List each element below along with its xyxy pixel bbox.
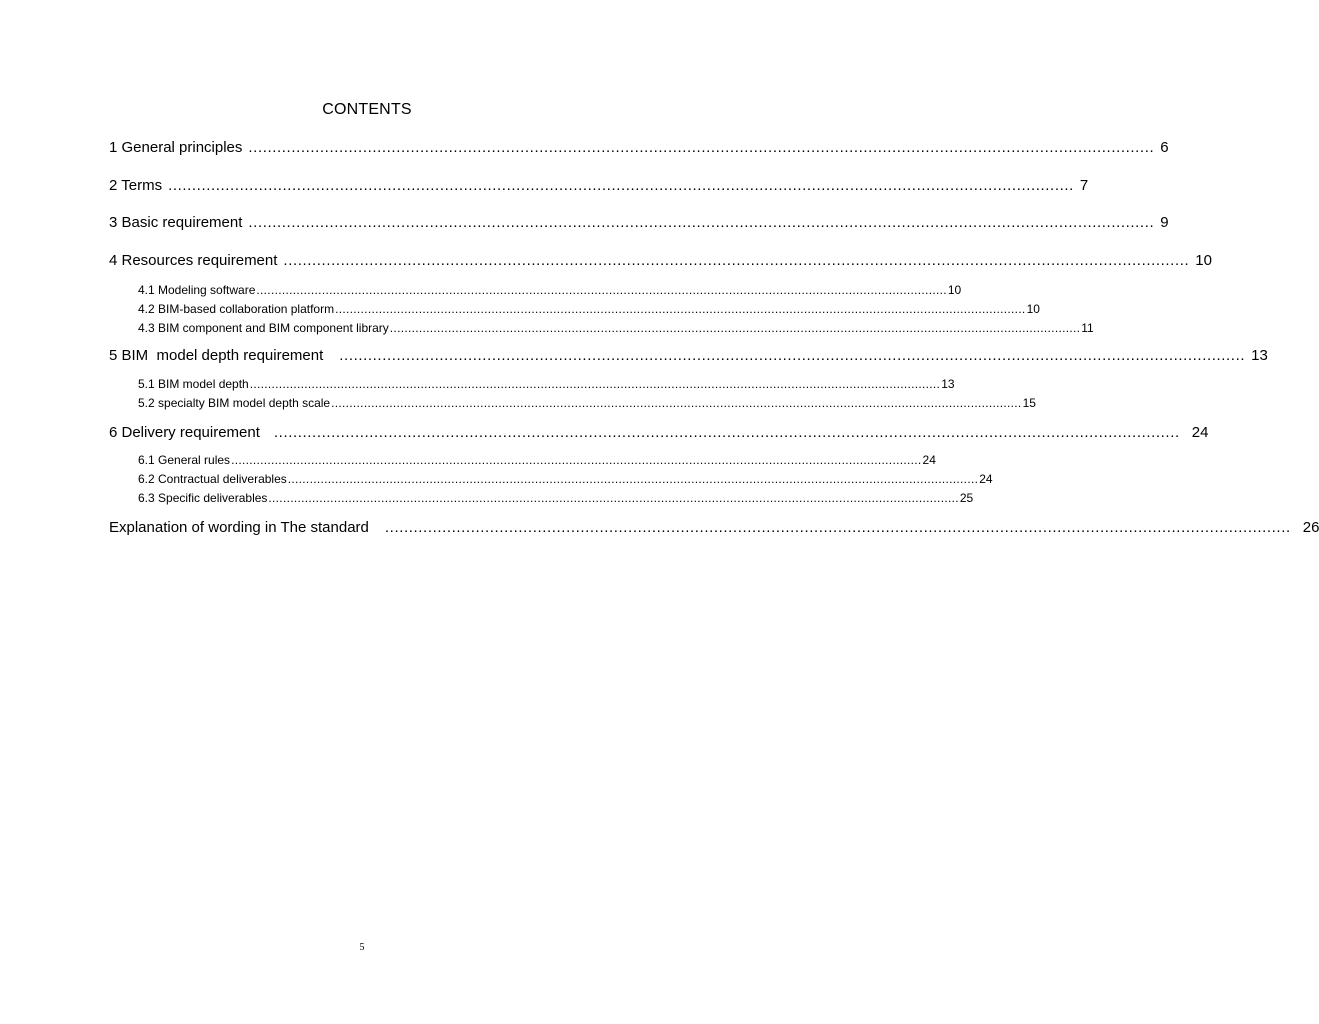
toc-dot-leader: .............................................................................................................................................................................................. (231, 453, 922, 467)
toc-entry-label: 2 Terms (109, 177, 163, 194)
toc-entry-model-depth-requirement[interactable] (109, 347, 1268, 364)
toc-title: CONTENTS (322, 101, 412, 118)
toc-dot-leader: .............................................................................................................................................................................................. (256, 283, 947, 297)
toc-entry-contractual-deliverables[interactable] (138, 472, 993, 486)
toc-entry-label: 6.2 Contractual deliverables (138, 472, 287, 486)
page-number: 5 (359, 942, 365, 953)
toc-dot-leader: .............................................................................................................................................................................................. (339, 347, 1246, 364)
toc-entry-explanation-of-wording[interactable] (109, 519, 1319, 536)
toc-dot-leader: .............................................................................................................................................................................................. (248, 139, 1155, 156)
toc-entry-label: 6 Delivery requirement (109, 424, 260, 441)
toc-entry-page: 24 (1191, 424, 1209, 441)
toc-entry-label: 5.2 specialty BIM model depth scale (138, 396, 331, 410)
toc-entry-page: 15 (1022, 396, 1036, 410)
toc-dot-leader: .............................................................................................................................................................................................. (268, 491, 959, 505)
toc-entry-page: 10 (1026, 302, 1040, 316)
toc-entry-label: 4.2 BIM-based collaboration platform (138, 302, 335, 316)
toc-entry-page: 24 (922, 453, 936, 467)
toc-entry-label: 5.1 BIM model depth (138, 377, 249, 391)
toc-entry-label: 4.3 BIM component and BIM component library (138, 321, 389, 335)
toc-entry-resources-requirement[interactable] (109, 252, 1212, 269)
toc-entry-page: 13 (941, 377, 955, 391)
toc-entry-model-depth-scale[interactable] (138, 396, 1036, 410)
toc-entry-label: 4 Resources requirement (109, 252, 278, 269)
toc-entry-page: 11 (1081, 321, 1094, 335)
toc-entry-page: 9 (1160, 214, 1169, 231)
toc-entry-label: 5 BIM model depth requirement (109, 347, 324, 364)
toc-entry-general-rules[interactable] (138, 453, 936, 467)
toc-entry-bim-model-depth[interactable] (138, 377, 955, 391)
toc-entry-label: 6.1 General rules (138, 453, 231, 467)
toc-entry-general-principles[interactable] (109, 139, 1169, 156)
toc-dot-leader: .............................................................................................................................................................................................. (287, 472, 979, 486)
toc-entry-terms[interactable] (109, 177, 1089, 194)
toc-dot-leader: .............................................................................................................................................................................................. (168, 177, 1074, 194)
toc-entry-label: 1 General principles (109, 139, 243, 156)
toc-entry-modeling-software[interactable] (138, 283, 962, 297)
toc-entry-page: 6 (1160, 139, 1169, 156)
toc-dot-leader: .............................................................................................................................................................................................. (248, 214, 1155, 231)
toc-dot-leader: .............................................................................................................................................................................................. (384, 519, 1291, 536)
toc-dot-leader: .............................................................................................................................................................................................. (249, 377, 941, 391)
toc-entry-page: 7 (1079, 177, 1089, 194)
toc-entry-label: Explanation of wording in The standard (109, 519, 369, 536)
toc-entry-label: 3 Basic requirement (109, 214, 243, 231)
toc-entry-collaboration-platform[interactable] (138, 302, 1040, 316)
toc-dot-leader: .............................................................................................................................................................................................. (331, 396, 1022, 410)
toc-entry-page: 25 (959, 491, 974, 505)
toc-entry-label: 4.1 Modeling software (138, 283, 256, 297)
toc-entry-page: 13 (1251, 347, 1268, 364)
toc-entry-page: 10 (1195, 252, 1212, 269)
toc-entry-page: 10 (947, 283, 962, 297)
toc-dot-leader: .............................................................................................................................................................................................. (389, 321, 1081, 335)
toc-entry-basic-requirement[interactable] (109, 214, 1169, 231)
toc-entry-specific-deliverables[interactable] (138, 491, 974, 505)
toc-dot-leader: .............................................................................................................................................................................................. (273, 424, 1180, 441)
toc-dot-leader: .............................................................................................................................................................................................. (335, 302, 1026, 316)
toc-dot-leader: .............................................................................................................................................................................................. (283, 252, 1190, 269)
toc-entry-label: 6.3 Specific deliverables (138, 491, 268, 505)
toc-entry-component-library[interactable] (138, 321, 1094, 335)
toc-entry-page: 26 (1302, 519, 1319, 536)
toc-entry-delivery-requirement[interactable] (109, 424, 1209, 441)
toc-entry-page: 24 (979, 472, 993, 486)
